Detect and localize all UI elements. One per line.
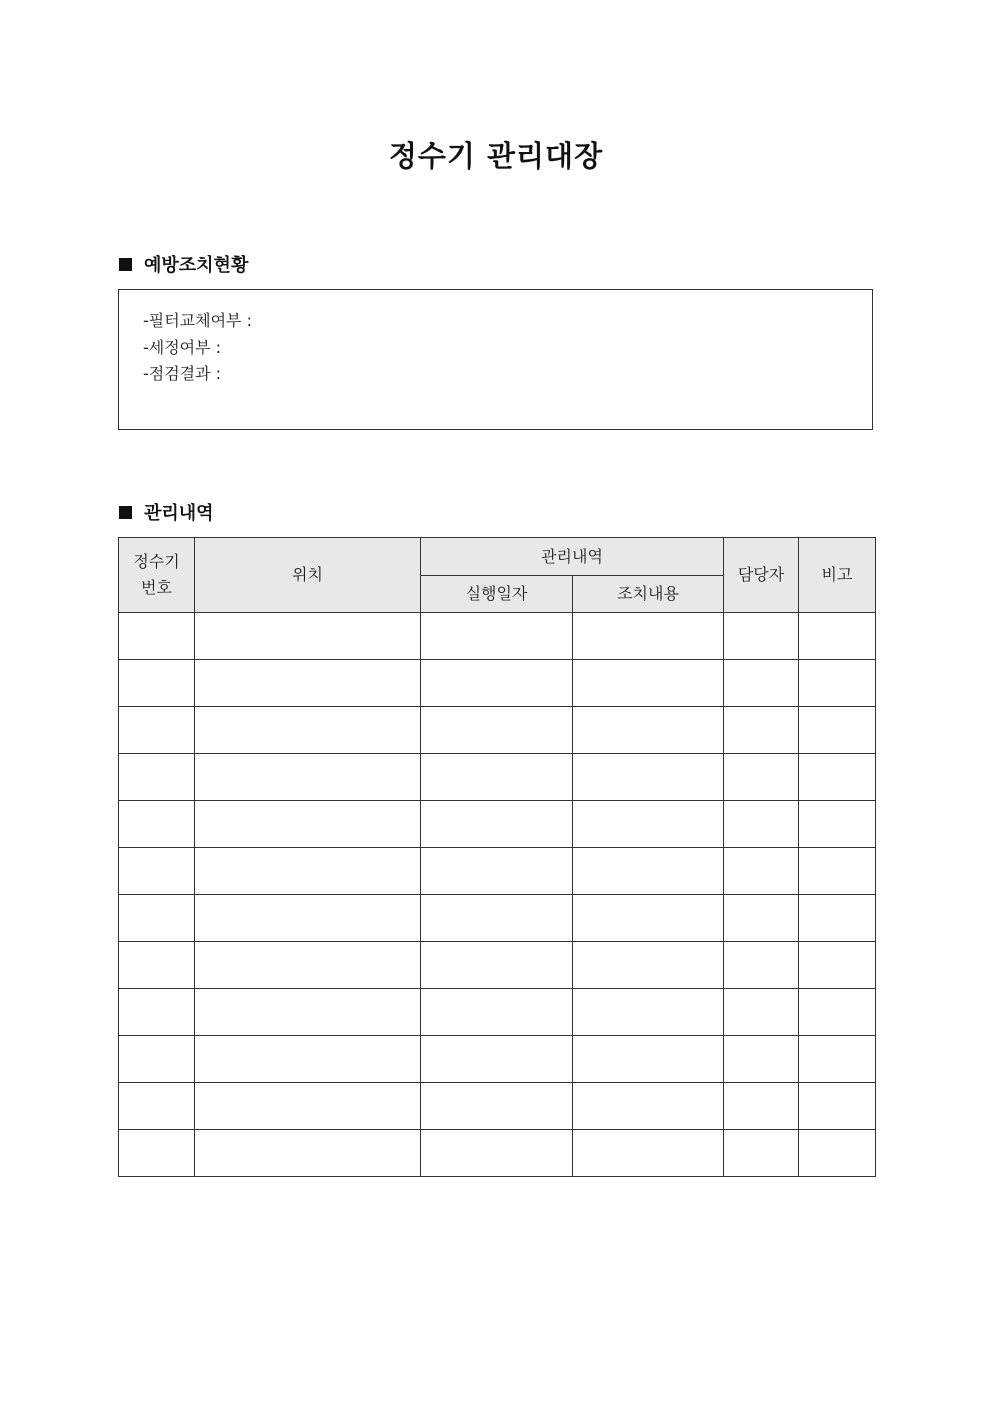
- cell-location[interactable]: [195, 848, 421, 895]
- cell-remarks[interactable]: [799, 660, 876, 707]
- cell-location[interactable]: [195, 801, 421, 848]
- cell-manager[interactable]: [724, 848, 799, 895]
- cell-manager[interactable]: [724, 801, 799, 848]
- cell-number[interactable]: [119, 1036, 195, 1083]
- table-row: [119, 989, 876, 1036]
- cell-manager[interactable]: [724, 895, 799, 942]
- cell-action[interactable]: [573, 801, 724, 848]
- page-title: 정수기 관리대장: [388, 139, 604, 173]
- section-heading-management: [119, 499, 214, 525]
- cell-action[interactable]: [573, 895, 724, 942]
- cell-date[interactable]: [421, 801, 573, 848]
- cell-manager[interactable]: [724, 1036, 799, 1083]
- cell-action[interactable]: [573, 1036, 724, 1083]
- cell-location[interactable]: [195, 613, 421, 660]
- cell-date[interactable]: [421, 1036, 573, 1083]
- cell-number[interactable]: [119, 754, 195, 801]
- cell-action[interactable]: [573, 942, 724, 989]
- cell-action[interactable]: [573, 1130, 724, 1177]
- cell-number[interactable]: [119, 801, 195, 848]
- cell-remarks[interactable]: [799, 613, 876, 660]
- cell-date[interactable]: [421, 707, 573, 754]
- header-purifier-number-line1: 정수기: [133, 552, 180, 571]
- cell-date[interactable]: [421, 754, 573, 801]
- cell-number[interactable]: [119, 660, 195, 707]
- table-row: [119, 848, 876, 895]
- cell-location[interactable]: [195, 1083, 421, 1130]
- cell-number[interactable]: [119, 613, 195, 660]
- cell-number[interactable]: [119, 989, 195, 1036]
- header-remarks: 비고: [799, 538, 876, 613]
- cell-number[interactable]: [119, 848, 195, 895]
- section-heading-prevention: [119, 251, 248, 277]
- cell-date[interactable]: [421, 989, 573, 1036]
- cell-date[interactable]: [421, 942, 573, 989]
- header-location: 위치: [195, 538, 421, 613]
- cell-manager[interactable]: [724, 942, 799, 989]
- cell-number[interactable]: [119, 1130, 195, 1177]
- cell-action[interactable]: [573, 613, 724, 660]
- cell-date[interactable]: [421, 1130, 573, 1177]
- cell-remarks[interactable]: [799, 1083, 876, 1130]
- square-bullet-icon: [119, 506, 132, 519]
- cell-location[interactable]: [195, 660, 421, 707]
- cell-remarks[interactable]: [799, 848, 876, 895]
- cell-manager[interactable]: [724, 754, 799, 801]
- cell-date[interactable]: [421, 848, 573, 895]
- cell-remarks[interactable]: [799, 754, 876, 801]
- cell-number[interactable]: [119, 707, 195, 754]
- cell-date[interactable]: [421, 1083, 573, 1130]
- table-row: [119, 1036, 876, 1083]
- table-row: [119, 660, 876, 707]
- cell-manager[interactable]: [724, 660, 799, 707]
- filter-replacement-line: -필터교체여부 :: [143, 311, 252, 330]
- table-row: [119, 754, 876, 801]
- section-heading-prevention-label: 예방조치현황: [144, 255, 249, 276]
- cell-location[interactable]: [195, 707, 421, 754]
- cell-action[interactable]: [573, 660, 724, 707]
- header-management-group: 관리내역: [421, 538, 724, 576]
- management-log-body: [119, 613, 876, 1177]
- cell-remarks[interactable]: [799, 942, 876, 989]
- cell-action[interactable]: [573, 1083, 724, 1130]
- cell-action[interactable]: [573, 848, 724, 895]
- cell-location[interactable]: [195, 754, 421, 801]
- table-row: [119, 895, 876, 942]
- cell-location[interactable]: [195, 1036, 421, 1083]
- cell-manager[interactable]: [724, 613, 799, 660]
- cell-date[interactable]: [421, 613, 573, 660]
- cell-number[interactable]: [119, 895, 195, 942]
- cell-location[interactable]: [195, 1130, 421, 1177]
- cell-location[interactable]: [195, 989, 421, 1036]
- cell-number[interactable]: [119, 1083, 195, 1130]
- prevention-box: [118, 289, 873, 430]
- cell-remarks[interactable]: [799, 801, 876, 848]
- cell-date[interactable]: [421, 895, 573, 942]
- table-row: [119, 942, 876, 989]
- square-bullet-icon: [119, 258, 132, 271]
- inspection-result-line: -점검결과 :: [143, 364, 222, 383]
- table-row: [119, 1083, 876, 1130]
- cell-location[interactable]: [195, 895, 421, 942]
- table-row: [119, 707, 876, 754]
- section-heading-management-label: 관리내역: [144, 503, 214, 524]
- header-purifier-number: [119, 538, 195, 613]
- cell-manager[interactable]: [724, 1083, 799, 1130]
- table-row: [119, 801, 876, 848]
- cell-action[interactable]: [573, 989, 724, 1036]
- management-log-table: [118, 537, 876, 1177]
- cell-date[interactable]: [421, 660, 573, 707]
- table-row: [119, 613, 876, 660]
- cell-remarks[interactable]: [799, 1036, 876, 1083]
- table-row: [119, 1130, 876, 1177]
- cell-manager[interactable]: [724, 989, 799, 1036]
- header-action-taken: 조치내용: [573, 576, 724, 613]
- cell-manager[interactable]: [724, 1130, 799, 1177]
- cleaning-line: -세정여부 :: [143, 337, 222, 357]
- cell-action[interactable]: [573, 754, 724, 801]
- cell-action[interactable]: [573, 707, 724, 754]
- cell-remarks[interactable]: [799, 895, 876, 942]
- header-purifier-number-line2: 번호: [141, 578, 172, 597]
- cell-location[interactable]: [195, 942, 421, 989]
- cell-number[interactable]: [119, 942, 195, 989]
- cell-remarks[interactable]: [799, 1130, 876, 1177]
- cell-remarks[interactable]: [799, 989, 876, 1036]
- cell-remarks[interactable]: [799, 707, 876, 754]
- header-manager: 담당자: [724, 538, 799, 613]
- cell-manager[interactable]: [724, 707, 799, 754]
- header-execution-date: 실행일자: [421, 576, 573, 613]
